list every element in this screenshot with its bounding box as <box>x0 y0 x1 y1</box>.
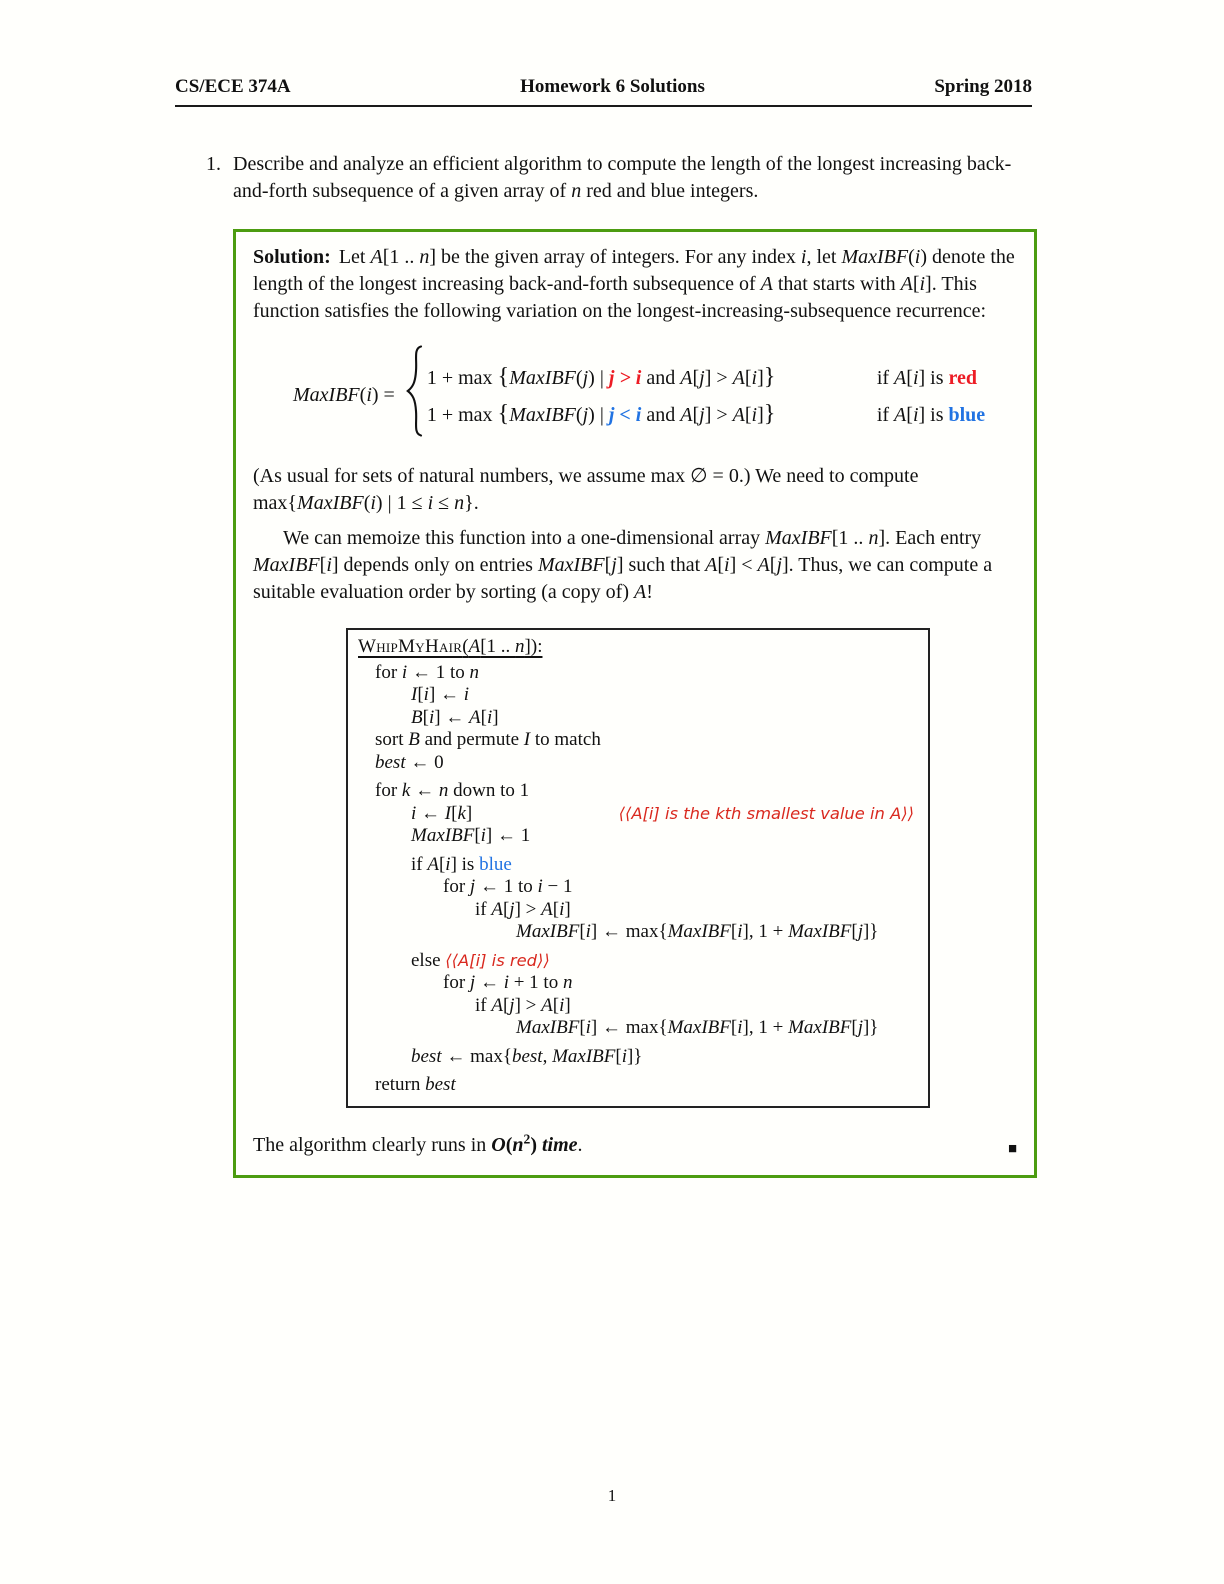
solution-paragraph-2 <box>253 463 1017 517</box>
text-segment: [ <box>906 367 913 389</box>
text-segment: ) <box>588 367 600 389</box>
text-segment: } <box>763 400 776 427</box>
text-segment: i <box>751 404 758 426</box>
text-segment: n <box>562 972 573 993</box>
text-segment: [ <box>552 994 560 1016</box>
text-segment: if <box>475 994 492 1016</box>
text-segment: i <box>585 921 591 942</box>
text-segment: ], 1 + <box>742 921 789 942</box>
text-segment: i <box>585 1017 591 1038</box>
text-segment: 2 <box>523 1130 531 1146</box>
text-segment: i <box>427 492 434 514</box>
text-segment: k <box>457 802 466 824</box>
code-line <box>358 1017 916 1040</box>
text-segment: . <box>577 1133 583 1156</box>
text-segment: MaxIBF <box>509 404 576 426</box>
text-segment: ( <box>462 636 469 657</box>
code-lines <box>358 662 916 1097</box>
text-segment: [ <box>851 921 858 942</box>
text-segment: red <box>948 367 978 389</box>
text-segment: [ <box>480 706 487 728</box>
text-segment: 1 + max <box>426 367 498 389</box>
text-segment: MaxIBF <box>765 527 832 549</box>
text-segment: for <box>375 661 402 683</box>
text-segment: n <box>512 1133 524 1156</box>
text-segment: j < i <box>608 404 642 426</box>
code-line <box>358 729 916 752</box>
text-segment: if <box>876 404 895 426</box>
text-segment: [ <box>438 853 446 875</box>
code-line <box>358 950 916 973</box>
text-segment: n <box>868 527 879 549</box>
text-segment: | <box>599 404 609 426</box>
text-segment: ] ← max{ <box>590 921 668 942</box>
text-segment: ( <box>575 404 583 426</box>
text-segment: [ <box>451 802 458 824</box>
text-segment: best <box>411 1045 442 1067</box>
text-segment: ) <box>588 404 600 426</box>
text-segment: MaxIBF <box>516 1017 580 1038</box>
text-segment: ] <box>564 898 571 920</box>
text-segment: The algorithm clearly runs in <box>253 1133 492 1156</box>
text-segment: ] ← <box>428 684 464 705</box>
solution-label: Solution: <box>253 246 331 268</box>
text-segment: MaxIBF <box>667 921 731 942</box>
text-segment: ) denote the length of the longest increasing back-and-forth subsequence of <box>253 246 1020 295</box>
text-segment: j <box>582 404 589 426</box>
page-footer <box>0 1486 1224 1506</box>
text-segment: [ <box>906 404 913 426</box>
text-segment: ]. This function satisfies the following variation on the longest-increasing-subsequence recurrence: <box>253 273 987 322</box>
text-segment: [ <box>502 898 510 920</box>
text-segment: ) = <box>371 383 400 406</box>
algorithm-title <box>358 636 542 659</box>
case-expression <box>427 358 859 397</box>
text-segment: j <box>857 1017 863 1038</box>
solution-paragraph-3 <box>253 525 1017 606</box>
text-segment: n <box>571 180 582 202</box>
text-segment: MaxIBF <box>667 1017 731 1038</box>
text-segment: ] depends only on entries <box>331 554 538 576</box>
text-segment: j <box>582 367 589 389</box>
text-segment: j <box>509 994 515 1016</box>
text-segment: i <box>463 684 470 705</box>
text-segment: MaxIBF <box>253 554 320 576</box>
text-segment: ] > <box>514 994 542 1016</box>
text-segment: ( <box>359 383 367 406</box>
text-segment: i <box>423 684 429 705</box>
text-segment: − 1 <box>542 876 573 897</box>
text-segment: A <box>760 273 773 295</box>
text-segment: [1 .. <box>382 246 420 268</box>
text-segment: A <box>541 898 553 920</box>
text-segment: [ <box>744 367 752 389</box>
case-expression <box>427 395 859 434</box>
text-segment: I <box>444 802 452 824</box>
page-number: 1 <box>607 1486 617 1505</box>
text-segment: [ <box>615 1045 622 1067</box>
text-segment: [ <box>730 1017 738 1038</box>
text-segment: ] ← 1 <box>485 825 531 846</box>
code-line <box>358 684 916 707</box>
code-line <box>358 921 916 944</box>
text-segment: ⟨⟨A[i] is the kth smallest value in A⟩⟩ <box>618 803 914 823</box>
text-segment: and <box>641 367 681 389</box>
text-segment: A <box>732 404 745 426</box>
text-segment: [ <box>422 706 429 728</box>
recurrence-case <box>427 358 985 395</box>
text-segment: WhipMyHair <box>358 636 463 657</box>
text-segment: i <box>914 246 921 268</box>
text-segment: sort <box>375 729 409 750</box>
text-segment: } <box>763 363 776 390</box>
text-segment: ) | 1 ≤ <box>375 492 428 514</box>
code-line <box>358 1074 916 1097</box>
text-segment: k <box>401 780 411 801</box>
closing-text <box>253 1132 583 1159</box>
code-line <box>358 803 916 826</box>
text-segment: A <box>900 273 913 295</box>
text-segment: [ <box>579 921 586 942</box>
text-segment: j <box>699 367 705 389</box>
text-segment: MaxIBF <box>788 921 852 942</box>
code-line <box>358 707 916 730</box>
text-segment: ] <box>492 706 499 728</box>
text-segment: for <box>375 780 402 801</box>
solution-box <box>233 229 1037 1178</box>
text-segment: ] is <box>918 367 949 389</box>
text-segment: MaxIBF <box>411 825 475 846</box>
text-segment: A <box>894 404 907 426</box>
text-segment: i <box>912 404 919 426</box>
text-segment: red and blue integers. <box>581 180 759 202</box>
text-segment: MaxIBF <box>788 1017 852 1038</box>
text-segment: ], 1 + <box>742 1017 789 1038</box>
text-segment: j <box>509 898 515 920</box>
text-segment: ! <box>646 581 653 603</box>
text-segment: i <box>401 661 408 683</box>
recurrence-case <box>427 395 985 432</box>
text-segment: ← 0 <box>405 751 444 773</box>
text-segment: }. <box>464 492 479 514</box>
text-segment: blue <box>479 853 512 875</box>
text-segment: ] <box>757 404 764 426</box>
text-segment: [ <box>417 684 424 705</box>
text-segment: i <box>370 492 376 514</box>
text-segment: [1 .. <box>480 636 516 657</box>
recurrence-cases <box>427 358 985 432</box>
text-segment: ( <box>908 246 915 268</box>
text-segment: i <box>559 994 565 1016</box>
text-segment: A <box>469 706 481 728</box>
text-segment: i <box>428 706 435 728</box>
text-segment: { <box>497 363 510 390</box>
text-segment: ← 1 to <box>407 661 470 683</box>
text-segment: best <box>375 751 406 773</box>
text-segment: MaxIBF <box>552 1045 616 1067</box>
text-segment: i <box>486 706 493 728</box>
text-segment: i <box>480 825 486 846</box>
text-segment: [ <box>502 994 510 1016</box>
text-segment: A <box>680 367 693 389</box>
code-line <box>358 752 916 775</box>
text-segment: MaxIBF <box>293 383 360 406</box>
qed-square: ■ <box>1007 1140 1017 1157</box>
text-segment: for <box>443 972 470 993</box>
text-segment: ← 1 to <box>475 876 538 897</box>
text-segment: , let <box>806 246 842 268</box>
text-segment: i <box>912 367 919 389</box>
text-segment: [ <box>730 921 738 942</box>
text-segment: ]): <box>524 636 543 657</box>
problem-text <box>233 151 1035 205</box>
text-segment: [ <box>579 1017 586 1038</box>
text-segment: j <box>611 554 617 576</box>
text-segment: n <box>438 780 449 801</box>
problem-1 <box>201 151 1035 205</box>
code-line <box>358 825 916 848</box>
text-segment: [ <box>319 554 327 576</box>
text-segment: i <box>559 898 565 920</box>
text-segment: ] ← <box>434 706 470 728</box>
text-segment: ]. Each entry <box>878 527 987 549</box>
text-segment: A <box>541 994 553 1016</box>
text-segment: ] ← max{ <box>590 1017 668 1038</box>
text-segment: Describe and analyze an efficient algorithm to compute the length of the longest increasing back-and-forth subsequence of a given array of <box>233 153 1012 202</box>
text-segment: best <box>425 1074 456 1095</box>
text-segment: j > i <box>608 367 642 389</box>
header-term: Spring 2018 <box>934 76 1032 97</box>
text-segment: Let <box>338 246 371 268</box>
text-segment: ]. Thus, we can compute a suitable evaluation order by sorting (a copy of) <box>253 554 998 603</box>
text-segment: { <box>497 400 510 427</box>
text-segment: A <box>634 581 647 603</box>
text-segment: for <box>443 876 470 897</box>
text-segment: best <box>511 1045 543 1067</box>
text-segment: i <box>326 554 332 576</box>
text-segment: , <box>542 1045 553 1067</box>
text-segment: I <box>523 729 531 750</box>
text-segment: i <box>503 972 509 993</box>
text-segment: A <box>705 554 718 576</box>
text-segment: [ <box>912 273 920 295</box>
text-segment: if <box>411 853 428 875</box>
text-segment: i <box>800 246 807 268</box>
code-line <box>358 854 916 877</box>
header-course: CS/ECE 374A <box>175 76 291 97</box>
case-condition <box>877 360 977 397</box>
code-line <box>358 662 916 685</box>
text-segment: ] < <box>729 554 758 576</box>
recurrence-brace <box>406 345 423 445</box>
text-segment: i <box>445 853 451 875</box>
text-segment: A <box>757 554 770 576</box>
text-segment: to match <box>530 729 601 750</box>
text-segment: if <box>475 898 492 920</box>
text-segment: ] <box>757 367 764 389</box>
code-line <box>358 780 916 803</box>
text-segment: MaxIBF <box>537 554 605 576</box>
text-segment: [ <box>552 898 560 920</box>
text-segment: [ <box>692 367 700 389</box>
code-line <box>358 876 916 899</box>
text-segment: time <box>536 1133 578 1156</box>
text-segment: MaxIBF <box>516 921 580 942</box>
text-segment: ← <box>410 780 439 801</box>
text-segment: i <box>537 876 543 897</box>
text-segment: ] > <box>514 898 542 920</box>
text-segment: ]} <box>862 921 879 942</box>
code-line <box>358 899 916 922</box>
text-segment: that starts with <box>772 273 901 295</box>
text-segment: j <box>469 972 476 993</box>
recurrence <box>253 345 1017 445</box>
text-segment: j <box>857 921 863 942</box>
page-header <box>175 76 1032 107</box>
text-segment: ← <box>475 972 504 993</box>
text-segment: j <box>776 554 782 576</box>
text-segment: i <box>366 383 372 406</box>
text-segment: ( <box>363 492 371 514</box>
text-segment: (As usual for sets of natural numbers, we assume max ∅ = 0.) We need to compute max{ <box>253 465 924 514</box>
text-segment: ⟨⟨A[i] is red⟩⟩ <box>445 950 550 970</box>
recurrence-lhs <box>293 382 400 409</box>
text-segment: | <box>599 367 609 389</box>
text-segment: i <box>724 554 730 576</box>
text-segment: ] <box>465 802 473 824</box>
text-segment: ≤ <box>433 492 455 514</box>
text-segment: i <box>411 802 417 824</box>
text-segment: n <box>469 661 479 683</box>
text-segment: n <box>515 636 525 657</box>
pseudocode-box <box>346 628 930 1108</box>
text-segment: ( <box>575 367 583 389</box>
text-segment: ] <box>564 994 571 1016</box>
text-segment: O <box>491 1133 506 1156</box>
closing-line <box>253 1132 1017 1159</box>
text-segment: [ <box>717 554 725 576</box>
text-segment: i <box>737 921 743 942</box>
text-segment: and permute <box>419 729 524 750</box>
text-segment: ] is <box>450 853 480 875</box>
text-segment: A <box>894 367 907 389</box>
text-segment: ← <box>416 802 445 824</box>
text-segment: 1 + max <box>426 404 498 426</box>
text-segment: [ <box>744 404 752 426</box>
problem-number: 1. <box>206 153 221 175</box>
solution-intro-paragraph <box>253 244 1020 325</box>
text-segment: ] be the given array of integers. For any index <box>429 246 801 268</box>
text-segment: ]} <box>862 1017 879 1038</box>
text-segment: We can memoize this function into a one-dimensional array <box>283 527 766 549</box>
text-segment: [ <box>769 554 777 576</box>
text-segment: ) <box>530 1133 537 1156</box>
text-segment: B <box>408 729 420 750</box>
text-segment: j <box>699 404 705 426</box>
text-segment: ] is <box>918 404 949 426</box>
text-segment: ]} <box>626 1045 643 1067</box>
text-segment: A <box>370 246 383 268</box>
text-segment: ] such that <box>616 554 706 576</box>
text-segment: blue <box>948 404 986 426</box>
code-line <box>358 972 916 995</box>
text-segment: n <box>419 246 430 268</box>
text-segment: [ <box>474 825 481 846</box>
text-segment: and <box>641 404 681 426</box>
text-segment: + 1 to <box>508 972 563 993</box>
text-segment: else <box>411 949 446 971</box>
text-segment: A <box>680 404 693 426</box>
text-segment: MaxIBF <box>841 246 909 268</box>
text-segment: j <box>469 876 476 897</box>
text-segment: i <box>621 1045 627 1067</box>
text-segment: A <box>491 994 503 1016</box>
text-segment: MaxIBF <box>297 492 364 514</box>
text-segment: B <box>411 706 423 728</box>
text-segment: I <box>411 684 418 705</box>
text-segment: A <box>468 636 481 657</box>
code-comment <box>619 803 914 826</box>
header-title: Homework 6 Solutions <box>520 76 705 97</box>
code-line <box>358 995 916 1018</box>
text-segment: ] > <box>704 404 733 426</box>
text-segment: i <box>737 1017 743 1038</box>
case-condition <box>877 397 985 434</box>
text-segment: [ <box>692 404 700 426</box>
text-segment: ] > <box>704 367 733 389</box>
text-segment: A <box>427 853 439 875</box>
code-line <box>358 1046 916 1069</box>
text-segment: n <box>454 492 465 514</box>
text-segment: MaxIBF <box>509 367 576 389</box>
text-segment: [ <box>604 554 612 576</box>
text-segment: i <box>751 367 758 389</box>
text-segment: [1 .. <box>831 527 869 549</box>
text-segment: ( <box>505 1133 513 1156</box>
text-segment: down to 1 <box>448 780 530 801</box>
text-segment: if <box>876 367 895 389</box>
text-segment: return <box>375 1074 426 1095</box>
text-segment: ← max{ <box>441 1045 512 1067</box>
text-segment: i <box>919 273 926 295</box>
text-segment: A <box>732 367 745 389</box>
text-segment: A <box>491 898 503 920</box>
solution-intro-text <box>253 246 1020 322</box>
text-segment: [ <box>851 1017 858 1038</box>
